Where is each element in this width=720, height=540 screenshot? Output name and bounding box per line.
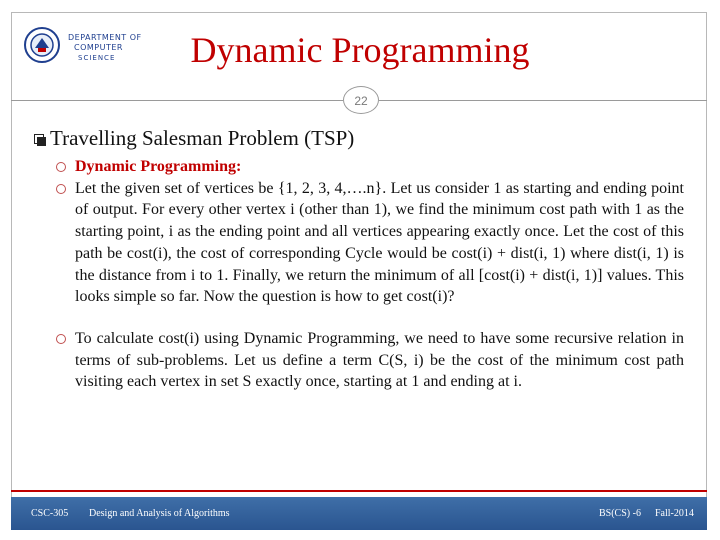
footer-accent-line: [11, 490, 707, 492]
bullet-item: [56, 156, 684, 178]
footer-term: Fall-2014: [655, 508, 694, 519]
title-divider-left: [11, 100, 343, 101]
bullet-text: To calculate cost(i) using Dynamic Programming, we need to have some recursive relation in terms of sub-problems. Let us define a term C(S, i) be the cost of the minimum cost path visiting each vertex in set S exactly once, starting at 1 and ending at i.: [75, 329, 684, 391]
circle-bullet-icon: [56, 162, 66, 172]
bullet-list: [56, 156, 684, 393]
logo-text-bottom: SCIENCE: [78, 54, 116, 62]
footer-course-name: Design and Analysis of Algorithms: [89, 508, 230, 519]
section-heading-text: Travelling Salesman Problem (TSP): [50, 126, 355, 150]
bullet-text: Dynamic Programming:: [75, 158, 242, 175]
logo-text-top: DEPARTMENT OF: [68, 33, 142, 42]
circle-bullet-icon: [56, 184, 66, 194]
department-logo: [22, 18, 142, 72]
circle-bullet-icon: [56, 334, 66, 344]
title-divider-right: [379, 100, 707, 101]
bullet-item: [56, 178, 684, 308]
slide-title: Dynamic Programming: [190, 30, 530, 70]
footer-program: BS(CS) -6: [599, 508, 641, 519]
checkbox-bullet-icon: [34, 127, 45, 138]
bullet-item: [56, 328, 684, 393]
slide-footer: [11, 497, 707, 530]
spacer: [56, 308, 684, 328]
bullet-text: Let the given set of vertices be {1, 2, 3, 4,….n}. Let us consider 1 as starting and ending point of output. For every other vertex i (other than 1), we find the minimum cost path with 1 as the starting point, i as the ending point and all vertices appearing exactly once. Let the cost of this path be cost(i), the cost of corresponding Cycle would be cost(i) + dist(i, 1) where dist(i, 1) is the distance from i to 1. Finally, we return the minimum of all [cost(i) + dist(i, 1)] values. This looks simple so far. Now the question is how to get cost(i)?: [75, 179, 684, 306]
page-number-badge: 22: [343, 86, 379, 114]
section-heading: [34, 126, 354, 151]
logo-text-mid: COMPUTER: [74, 43, 123, 52]
footer-course-code: CSC-305: [31, 508, 69, 519]
